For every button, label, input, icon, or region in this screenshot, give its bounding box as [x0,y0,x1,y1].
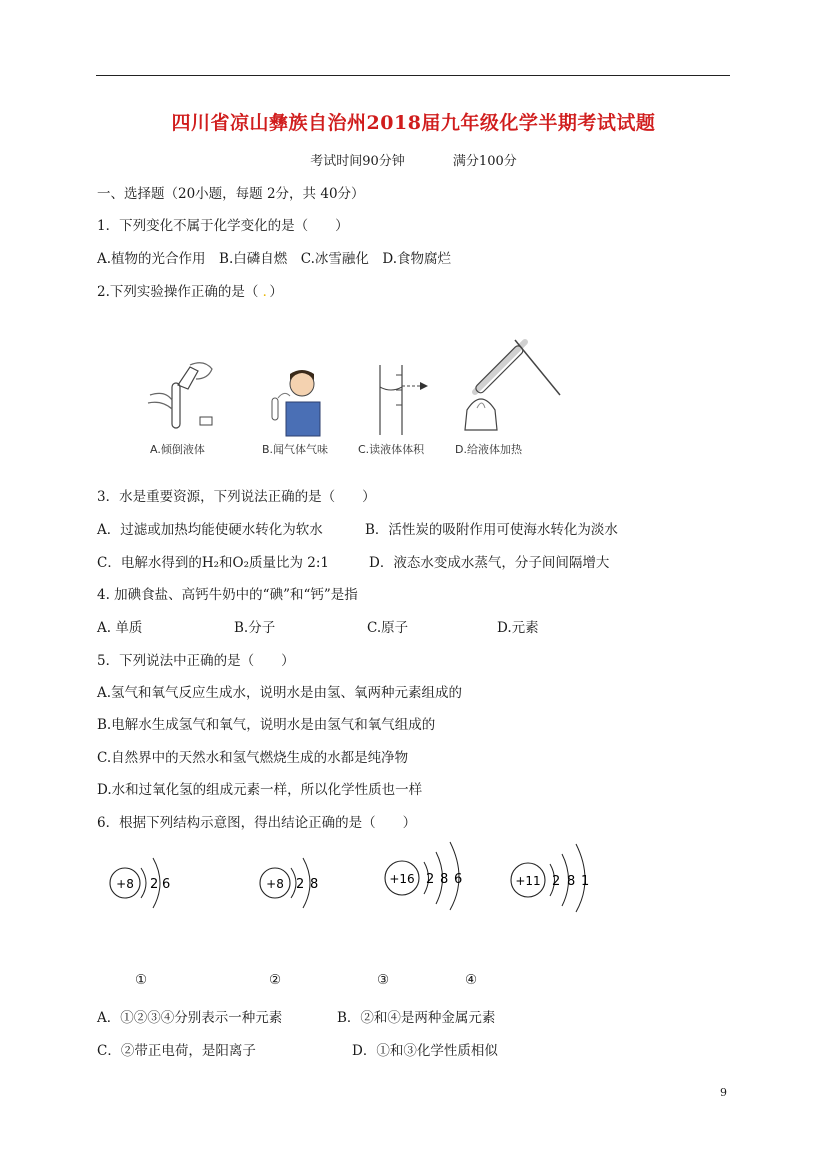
q2-label-a: A.倾倒液体 [150,443,205,456]
q3-option-c: C．电解水得到的H₂和O₂质量比为 2:1 [97,555,330,571]
atom-label-2: ② [269,972,282,988]
page-title: 四川省凉山彝族自治州2018届九年级化学半期考试试题 [171,112,656,134]
q2-stem-close: ） [269,284,283,300]
atom-diagram-1 [108,850,188,910]
figure-read-volume [368,360,438,435]
atom-diagram-4 [508,840,608,912]
atom-2-nucleus: +8 [266,877,284,891]
q6-option-a: A．①②③④分别表示一种元素 [97,1010,283,1026]
q1-stem: 1．下列变化不属于化学变化的是（ ） [97,218,349,234]
q5-option-c: C.自然界中的天然水和氢气燃烧生成的水都是纯净物 [97,750,409,766]
exam-score: 满分100分 [452,154,517,169]
atom-4-nucleus: +11 [515,874,541,888]
figure-smell-gas [262,368,326,438]
figure-heat-liquid [455,330,575,435]
q3-option-b: B．活性炭的吸附作用可使海水转化为淡水 [365,522,618,538]
atom-1-shell-2: 6 [162,877,171,892]
q5-option-a: A.氢气和氧气反应生成水，说明水是由氢、氧两种元素组成的 [97,685,463,701]
q3-option-d: D．液态水变成水蒸气，分子间间隔增大 [369,555,610,571]
q4-option-b: B.分子 [234,620,276,636]
exam-meta [0,150,827,169]
atom-2-shell-1: 2 [296,877,305,892]
atom-label-3: ③ [377,972,390,988]
q3-option-a: A．过滤或加热均能使硬水转化为软水 [97,522,323,538]
q2-stem [97,280,283,300]
atom-diagram-2 [258,850,338,910]
q5-stem: 5．下列说法中正确的是（ ） [97,653,295,669]
q5-option-d: D.水和过氧化氢的组成元素一样，所以化学性质也一样 [97,782,423,798]
atom-label-4: ④ [465,972,478,988]
q2-label-b: B.闻气体气味 [262,443,329,456]
atom-diagram-3 [382,838,482,910]
atom-3-nucleus: +16 [389,872,415,886]
section-heading: 一、选择题（20小题，每题 2分，共 40分） [97,186,365,202]
q4-option-a: A. 单质 [97,620,143,636]
q4-option-d: D.元素 [497,620,539,636]
figure-pour-liquid [140,355,220,435]
atom-3-shell-2: 8 [440,872,449,887]
atom-4-shell-3: 1 [581,874,590,889]
q6-option-d: D．①和③化学性质相似 [352,1043,498,1059]
page-number: 9 [720,1086,727,1099]
q6-stem: 6．根据下列结构示意图，得出结论正确的是（ ） [97,815,417,831]
q1-options: A.植物的光合作用 B.白磷自燃 C.冰雪融化 D.食物腐烂 [97,251,452,267]
atom-4-shell-1: 2 [552,874,561,889]
atom-2-shell-2: 8 [310,877,319,892]
exam-time: 考试时间90分钟 [310,154,405,169]
atom-3-shell-1: 2 [426,872,435,887]
q2-stem-mark: ． [262,284,270,300]
q2-label-d: D.给液体加热 [455,443,522,456]
q5-option-b: B.电解水生成氢气和氧气，说明水是由氢气和氧气组成的 [97,717,436,733]
atom-3-shell-3: 6 [454,872,463,887]
atom-1-shell-1: 2 [150,877,159,892]
q3-stem: 3．水是重要资源，下列说法正确的是（ ） [97,489,376,505]
q6-option-c: C．②带正电荷，是阳离子 [97,1043,256,1059]
atom-label-1: ① [135,972,148,988]
q2-stem-text: 2.下列实验操作正确的是（ [97,284,263,300]
q4-option-c: C.原子 [367,620,409,636]
atom-4-shell-2: 8 [567,874,576,889]
q6-option-b: B．②和④是两种金属元素 [337,1010,496,1026]
atom-1-nucleus: +8 [116,877,134,891]
q4-stem: 4. 加碘食盐、高钙牛奶中的“碘”和“钙”是指 [97,587,358,603]
q2-label-c: C.读液体体积 [358,443,425,456]
header-rule [96,75,730,76]
